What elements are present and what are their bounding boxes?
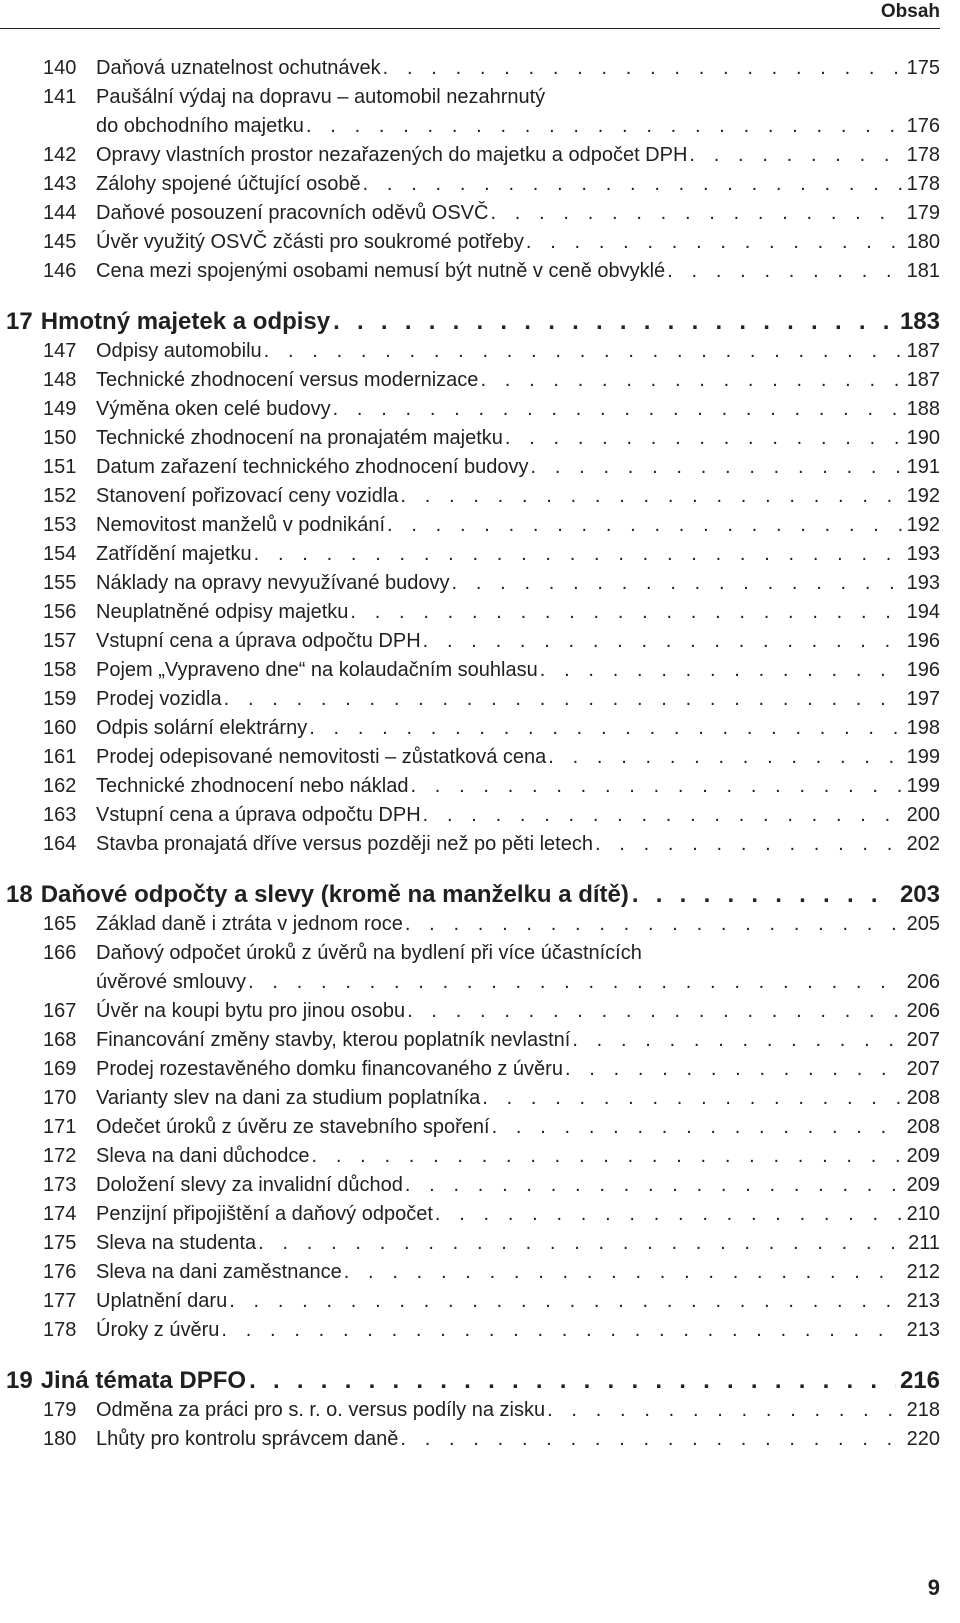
toc-entry — [0, 424, 940, 453]
entry-number: 167 — [43, 1000, 77, 1022]
toc-entry — [0, 910, 940, 939]
entry-number: 175 — [43, 1232, 77, 1254]
entry-title: Lhůty pro kontrolu správcem daně — [96, 1428, 399, 1450]
dot-leader — [249, 1366, 896, 1396]
entry-title-continued: do obchodního majetku — [96, 115, 304, 137]
toc-entry — [0, 1425, 940, 1454]
dot-leader — [248, 968, 903, 997]
dot-leader — [410, 772, 902, 801]
dot-leader — [333, 395, 903, 424]
entry-title: Paušální výdaj na dopravu – automobil nezahrnutý — [96, 86, 546, 108]
dot-leader — [689, 141, 902, 170]
entry-number: 140 — [43, 57, 77, 79]
entry-number: 168 — [43, 1029, 77, 1051]
entry-page: 191 — [906, 456, 940, 478]
entry-number: 154 — [43, 543, 77, 565]
dot-leader — [264, 337, 903, 366]
dot-leader — [344, 1258, 903, 1287]
toc-entry — [0, 540, 940, 569]
toc-entry — [0, 772, 940, 801]
entry-page: 187 — [906, 369, 940, 391]
section-label: Obsah — [880, 1, 940, 22]
toc-entry — [0, 511, 940, 540]
chapter-title: Daňové odpočty a slevy (kromě na manželku a dítě) — [40, 881, 629, 908]
toc-entry — [0, 714, 940, 743]
chapter-heading — [0, 307, 940, 337]
entry-title: Odpisy automobilu — [96, 340, 262, 362]
dot-leader — [254, 540, 903, 569]
entry-title: Výměna oken celé budovy — [96, 398, 331, 420]
toc-entry — [0, 1084, 940, 1113]
entry-title: Vstupní cena a úprava odpočtu DPH — [96, 804, 421, 826]
dot-leader — [572, 1026, 902, 1055]
entry-title: Varianty slev na dani za studium poplatníka — [96, 1087, 481, 1109]
entry-title: Sleva na dani důchodce — [96, 1145, 310, 1167]
toc-entry — [0, 598, 940, 627]
dot-leader — [480, 366, 902, 395]
toc-entry — [0, 1171, 940, 1200]
dot-leader — [221, 1316, 902, 1345]
toc-entry — [0, 1055, 940, 1084]
toc-entry — [0, 1142, 940, 1171]
entry-title: Technické zhodnocení nebo náklad — [96, 775, 409, 797]
entry-title: Daňová uznatelnost ochutnávek — [96, 57, 381, 79]
entry-number: 173 — [43, 1174, 77, 1196]
dot-leader — [595, 830, 903, 859]
entry-number: 151 — [43, 456, 77, 478]
entry-page: 208 — [906, 1087, 940, 1109]
entry-title: Úvěr na koupi bytu pro jinou osobu — [96, 1000, 406, 1022]
toc-entry — [0, 1026, 940, 1055]
chapter-page: 216 — [899, 1367, 940, 1394]
entry-number: 172 — [43, 1145, 77, 1167]
entry-number: 171 — [43, 1116, 77, 1138]
entry-title: Prodej odepisované nemovitosti – zůstatková cena — [96, 746, 547, 768]
toc-entry — [0, 1316, 940, 1345]
toc-entry — [0, 257, 940, 286]
dot-leader — [387, 511, 903, 540]
entry-number: 150 — [43, 427, 77, 449]
entry-page: 180 — [906, 231, 940, 253]
dot-leader — [309, 714, 902, 743]
entry-number: 165 — [43, 913, 77, 935]
toc-entry — [0, 656, 940, 685]
entry-number: 147 — [43, 340, 77, 362]
entry-number: 170 — [43, 1087, 77, 1109]
entry-page: 210 — [906, 1203, 940, 1225]
entry-title: Úvěr využitý OSVČ zčásti pro soukromé potřeby — [96, 231, 524, 253]
dot-leader — [333, 307, 896, 337]
entry-number: 141 — [43, 86, 77, 108]
toc-entry — [0, 939, 940, 968]
entry-number: 178 — [43, 1319, 77, 1341]
entry-page: 178 — [906, 173, 940, 195]
entry-page: 176 — [906, 115, 940, 137]
entry-page: 206 — [906, 1000, 940, 1022]
chapter-page: 183 — [899, 308, 940, 335]
entry-title: Penzijní připojištění a daňový odpočet — [96, 1203, 433, 1225]
chapter-heading — [0, 880, 940, 910]
entry-page: 209 — [906, 1174, 940, 1196]
entry-number: 149 — [43, 398, 77, 420]
toc-entry — [0, 685, 940, 714]
toc-entry — [0, 337, 940, 366]
dot-leader — [531, 453, 903, 482]
dot-leader — [540, 656, 903, 685]
toc-entry — [0, 141, 940, 170]
dot-leader — [548, 743, 902, 772]
entry-page: 179 — [906, 202, 940, 224]
entry-page: 209 — [906, 1145, 940, 1167]
dot-leader — [312, 1142, 903, 1171]
entry-page: 175 — [906, 57, 940, 79]
toc-entry — [0, 743, 940, 772]
entry-page: 207 — [906, 1029, 940, 1051]
entry-number: 169 — [43, 1058, 77, 1080]
entry-page: 197 — [906, 688, 940, 710]
entry-title: Stavba pronajatá dříve versus později než po pěti letech — [96, 833, 593, 855]
toc-entry-continuation — [0, 112, 940, 141]
entry-number: 161 — [43, 746, 77, 768]
entry-page: 220 — [906, 1428, 940, 1450]
entry-page: 193 — [906, 572, 940, 594]
entry-title: Nemovitost manželů v podnikání — [96, 514, 386, 536]
entry-title: Sleva na studenta — [96, 1232, 257, 1254]
entry-title-continued: úvěrové smlouvy — [96, 971, 247, 993]
dot-leader — [400, 1425, 902, 1454]
entry-page: 192 — [906, 485, 940, 507]
toc-entry — [0, 1113, 940, 1142]
entry-title: Základ daně i ztráta v jednom roce — [96, 913, 403, 935]
dot-leader — [407, 997, 903, 1026]
dot-leader — [632, 880, 896, 910]
dot-leader — [224, 685, 903, 714]
toc-entry — [0, 801, 940, 830]
entry-title: Zálohy spojené účtující osobě — [96, 173, 361, 195]
entry-title: Stanovení pořizovací ceny vozidla — [96, 485, 399, 507]
dot-leader — [490, 199, 902, 228]
entry-number: 145 — [43, 231, 77, 253]
toc-entry — [0, 199, 940, 228]
toc-entry — [0, 83, 940, 112]
entry-number: 152 — [43, 485, 77, 507]
entry-number: 156 — [43, 601, 77, 623]
entry-number: 164 — [43, 833, 77, 855]
entry-page: 212 — [906, 1261, 940, 1283]
entry-title: Náklady na opravy nevyužívané budovy — [96, 572, 450, 594]
entry-page: 194 — [906, 601, 940, 623]
dot-leader — [526, 228, 903, 257]
entry-page: 202 — [906, 833, 940, 855]
entry-title: Technické zhodnocení versus modernizace — [96, 369, 479, 391]
entry-page: 205 — [906, 913, 940, 935]
dot-leader — [405, 910, 903, 939]
dot-leader — [423, 801, 903, 830]
entry-title: Opravy vlastních prostor nezařazených do majetku a odpočet DPH — [96, 144, 688, 166]
dot-leader — [405, 1171, 903, 1200]
entry-number: 146 — [43, 260, 77, 282]
toc-entry — [0, 1258, 940, 1287]
entry-title: Daňový odpočet úroků z úvěrů na bydlení při více účastnících — [96, 942, 642, 964]
entry-title: Odečet úroků z úvěru ze stavebního spoření — [96, 1116, 490, 1138]
entry-page: 198 — [906, 717, 940, 739]
entry-number: 157 — [43, 630, 77, 652]
toc-entry — [0, 627, 940, 656]
entry-page: 181 — [906, 260, 940, 282]
dot-leader — [547, 1396, 903, 1425]
dot-leader — [492, 1113, 903, 1142]
entry-number: 144 — [43, 202, 77, 224]
entry-title: Vstupní cena a úprava odpočtu DPH — [96, 630, 421, 652]
dot-leader — [350, 598, 902, 627]
toc-entry — [0, 830, 940, 859]
entry-number: 142 — [43, 144, 77, 166]
entry-page: 193 — [906, 543, 940, 565]
chapter-heading — [0, 1366, 940, 1396]
entry-page: 200 — [906, 804, 940, 826]
chapter-number: 18 — [6, 881, 33, 908]
entry-page: 199 — [906, 746, 940, 768]
entry-title: Neuplatněné odpisy majetku — [96, 601, 349, 623]
dot-leader — [258, 1229, 904, 1258]
entry-number: 160 — [43, 717, 77, 739]
entry-number: 180 — [43, 1428, 77, 1450]
entry-title: Daňové posouzení pracovních oděvů OSVČ — [96, 202, 489, 224]
page-number: 9 — [927, 1575, 940, 1600]
entry-number: 176 — [43, 1261, 77, 1283]
entry-number: 177 — [43, 1290, 77, 1312]
toc-entry — [0, 228, 940, 257]
toc-entry — [0, 54, 940, 83]
dot-leader — [435, 1200, 903, 1229]
entry-number: 153 — [43, 514, 77, 536]
toc-entry — [0, 1229, 940, 1258]
entry-page: 218 — [906, 1399, 940, 1421]
dot-leader — [505, 424, 903, 453]
entry-page: 206 — [906, 971, 940, 993]
toc-entry — [0, 1200, 940, 1229]
entry-number: 143 — [43, 173, 77, 195]
toc-entry — [0, 1287, 940, 1316]
entry-number: 163 — [43, 804, 77, 826]
entry-title: Odměna za práci pro s. r. o. versus podíly na zisku — [96, 1399, 546, 1421]
entry-page: 190 — [906, 427, 940, 449]
entry-number: 179 — [43, 1399, 77, 1421]
entry-page: 213 — [906, 1319, 940, 1341]
toc-entry — [0, 482, 940, 511]
table-of-contents — [0, 54, 940, 1454]
chapter-number: 17 — [6, 308, 33, 335]
entry-title: Technické zhodnocení na pronajatém majetku — [96, 427, 503, 449]
entry-number: 166 — [43, 942, 77, 964]
entry-title: Financování změny stavby, kterou poplatník nevlastní — [96, 1029, 571, 1051]
toc-entry — [0, 366, 940, 395]
entry-title: Úroky z úvěru — [96, 1319, 220, 1341]
entry-page: 192 — [906, 514, 940, 536]
entry-number: 155 — [43, 572, 77, 594]
entry-page: 199 — [906, 775, 940, 797]
entry-page: 178 — [906, 144, 940, 166]
toc-entry — [0, 1396, 940, 1425]
entry-page: 213 — [906, 1290, 940, 1312]
entry-page: 211 — [908, 1232, 940, 1254]
entry-title: Cena mezi spojenými osobami nemusí být nutně v ceně obvyklé — [96, 260, 666, 282]
toc-entry — [0, 170, 940, 199]
entry-number: 158 — [43, 659, 77, 681]
dot-leader — [565, 1055, 903, 1084]
entry-page: 208 — [906, 1116, 940, 1138]
entry-number: 148 — [43, 369, 77, 391]
chapter-number: 19 — [6, 1367, 33, 1394]
entry-title: Pojem „Vypraveno dne“ na kolaudačním souhlasu — [96, 659, 538, 681]
entry-page: 196 — [906, 630, 940, 652]
toc-entry — [0, 569, 940, 598]
entry-number: 174 — [43, 1203, 77, 1225]
dot-leader — [306, 112, 903, 141]
entry-title: Datum zařazení technického zhodnocení budovy — [96, 456, 529, 478]
dot-leader — [229, 1287, 902, 1316]
entry-title: Prodej rozestavěného domku financovaného z úvěru — [96, 1058, 563, 1080]
entry-page: 207 — [906, 1058, 940, 1080]
chapter-title: Hmotný majetek a odpisy — [40, 308, 331, 335]
entry-title: Odpis solární elektrárny — [96, 717, 308, 739]
dot-leader — [423, 627, 903, 656]
dot-leader — [667, 257, 902, 286]
toc-entry-continuation — [0, 968, 940, 997]
section-header — [0, 0, 940, 29]
entry-page: 196 — [906, 659, 940, 681]
entry-page: 187 — [906, 340, 940, 362]
dot-leader — [400, 482, 902, 511]
dot-leader — [363, 170, 903, 199]
dot-leader — [383, 54, 903, 83]
toc-entry — [0, 395, 940, 424]
toc-entry — [0, 997, 940, 1026]
entry-title: Doložení slevy za invalidní důchod — [96, 1174, 403, 1196]
entry-title: Sleva na dani zaměstnance — [96, 1261, 342, 1283]
entry-number: 159 — [43, 688, 77, 710]
entry-title: Prodej vozidla — [96, 688, 222, 710]
dot-leader — [482, 1084, 902, 1113]
entry-title: Zatřídění majetku — [96, 543, 252, 565]
entry-number: 162 — [43, 775, 77, 797]
chapter-page: 203 — [899, 881, 940, 908]
entry-title: Uplatnění daru — [96, 1290, 228, 1312]
toc-entry — [0, 453, 940, 482]
dot-leader — [452, 569, 903, 598]
chapter-title: Jiná témata DPFO — [40, 1367, 247, 1394]
entry-page: 188 — [906, 398, 940, 420]
